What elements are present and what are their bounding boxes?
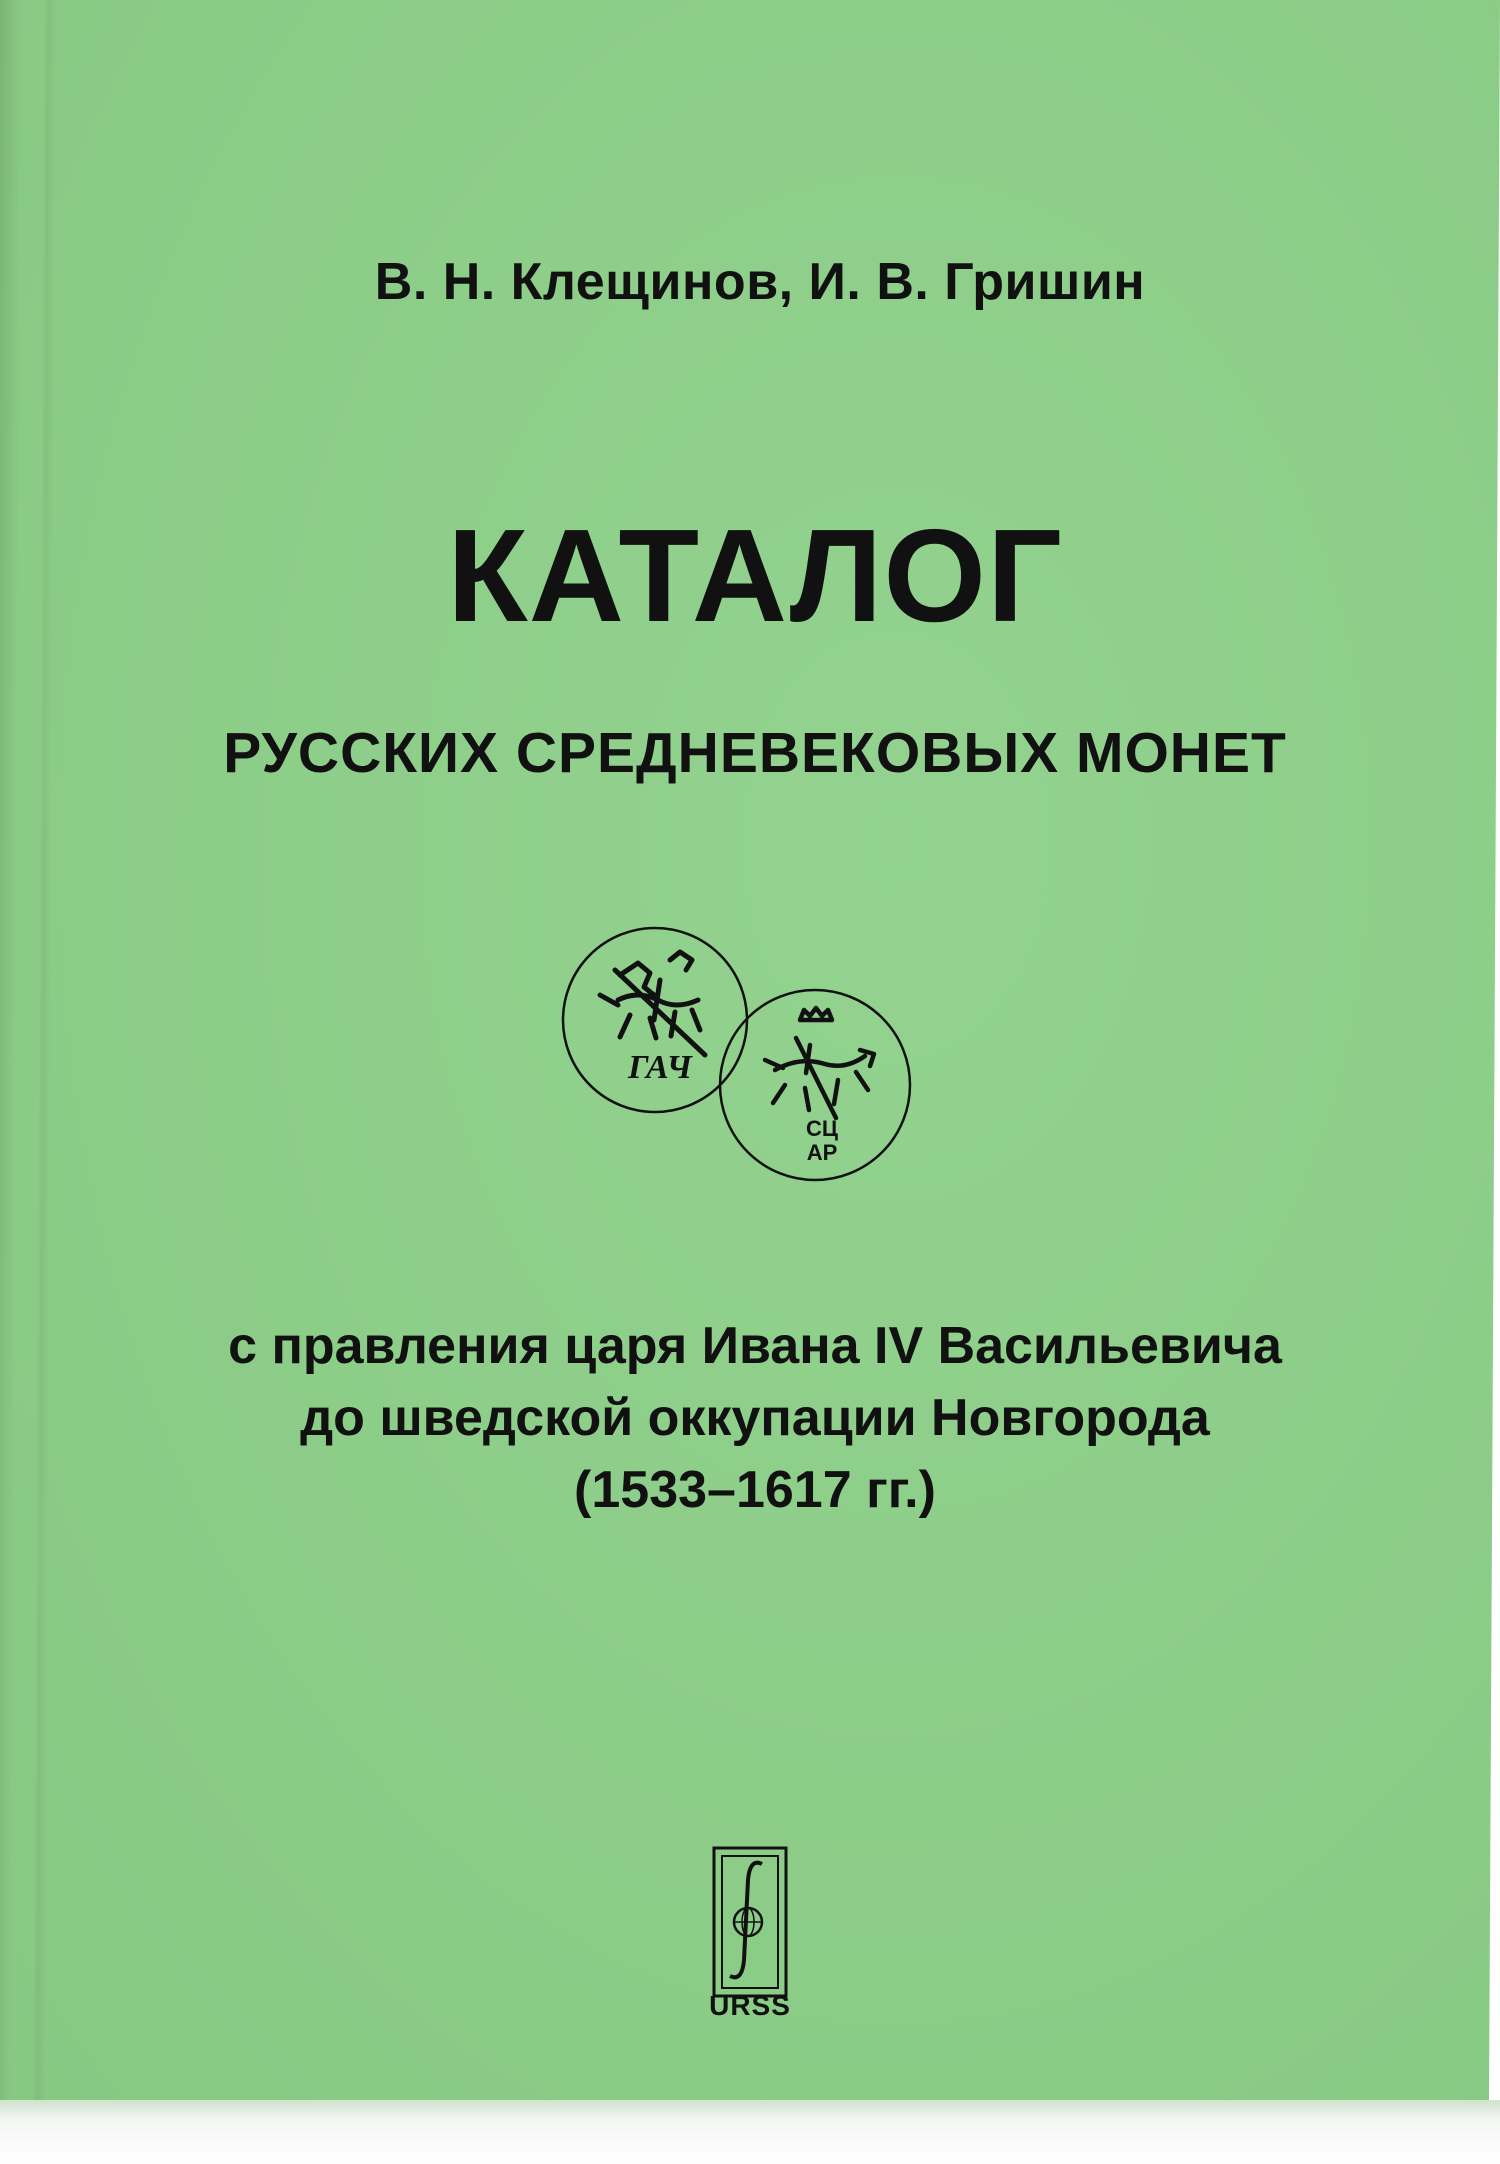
book-description xyxy=(0,1310,1500,1526)
authors: В. Н. Клещинов, И. В. Гришин xyxy=(374,253,1146,311)
coin-right-inscription-top: СЦ xyxy=(806,1116,838,1141)
description-line-2: до шведской оккупации Новгорода xyxy=(300,1389,1210,1447)
description-line-1: с правления царя Ивана IV Васильевича xyxy=(228,1317,1282,1375)
cover-bottom-edge xyxy=(0,2100,1500,2164)
book-subtitle: РУССКИХ СРЕДНЕВЕКОВЫХ МОНЕТ xyxy=(223,721,1287,785)
description-line-3: (1533–1617 гг.) xyxy=(574,1461,936,1519)
book-title: КАТАЛОГ xyxy=(447,502,1063,649)
coin-right xyxy=(720,990,910,1180)
coins-illustration xyxy=(560,920,920,1190)
coin-left-inscription: ГАЧ xyxy=(628,1049,692,1086)
publisher-logo-text: URSS xyxy=(709,1990,791,2021)
coin-right-inscription-bottom: АР xyxy=(806,1140,838,1165)
